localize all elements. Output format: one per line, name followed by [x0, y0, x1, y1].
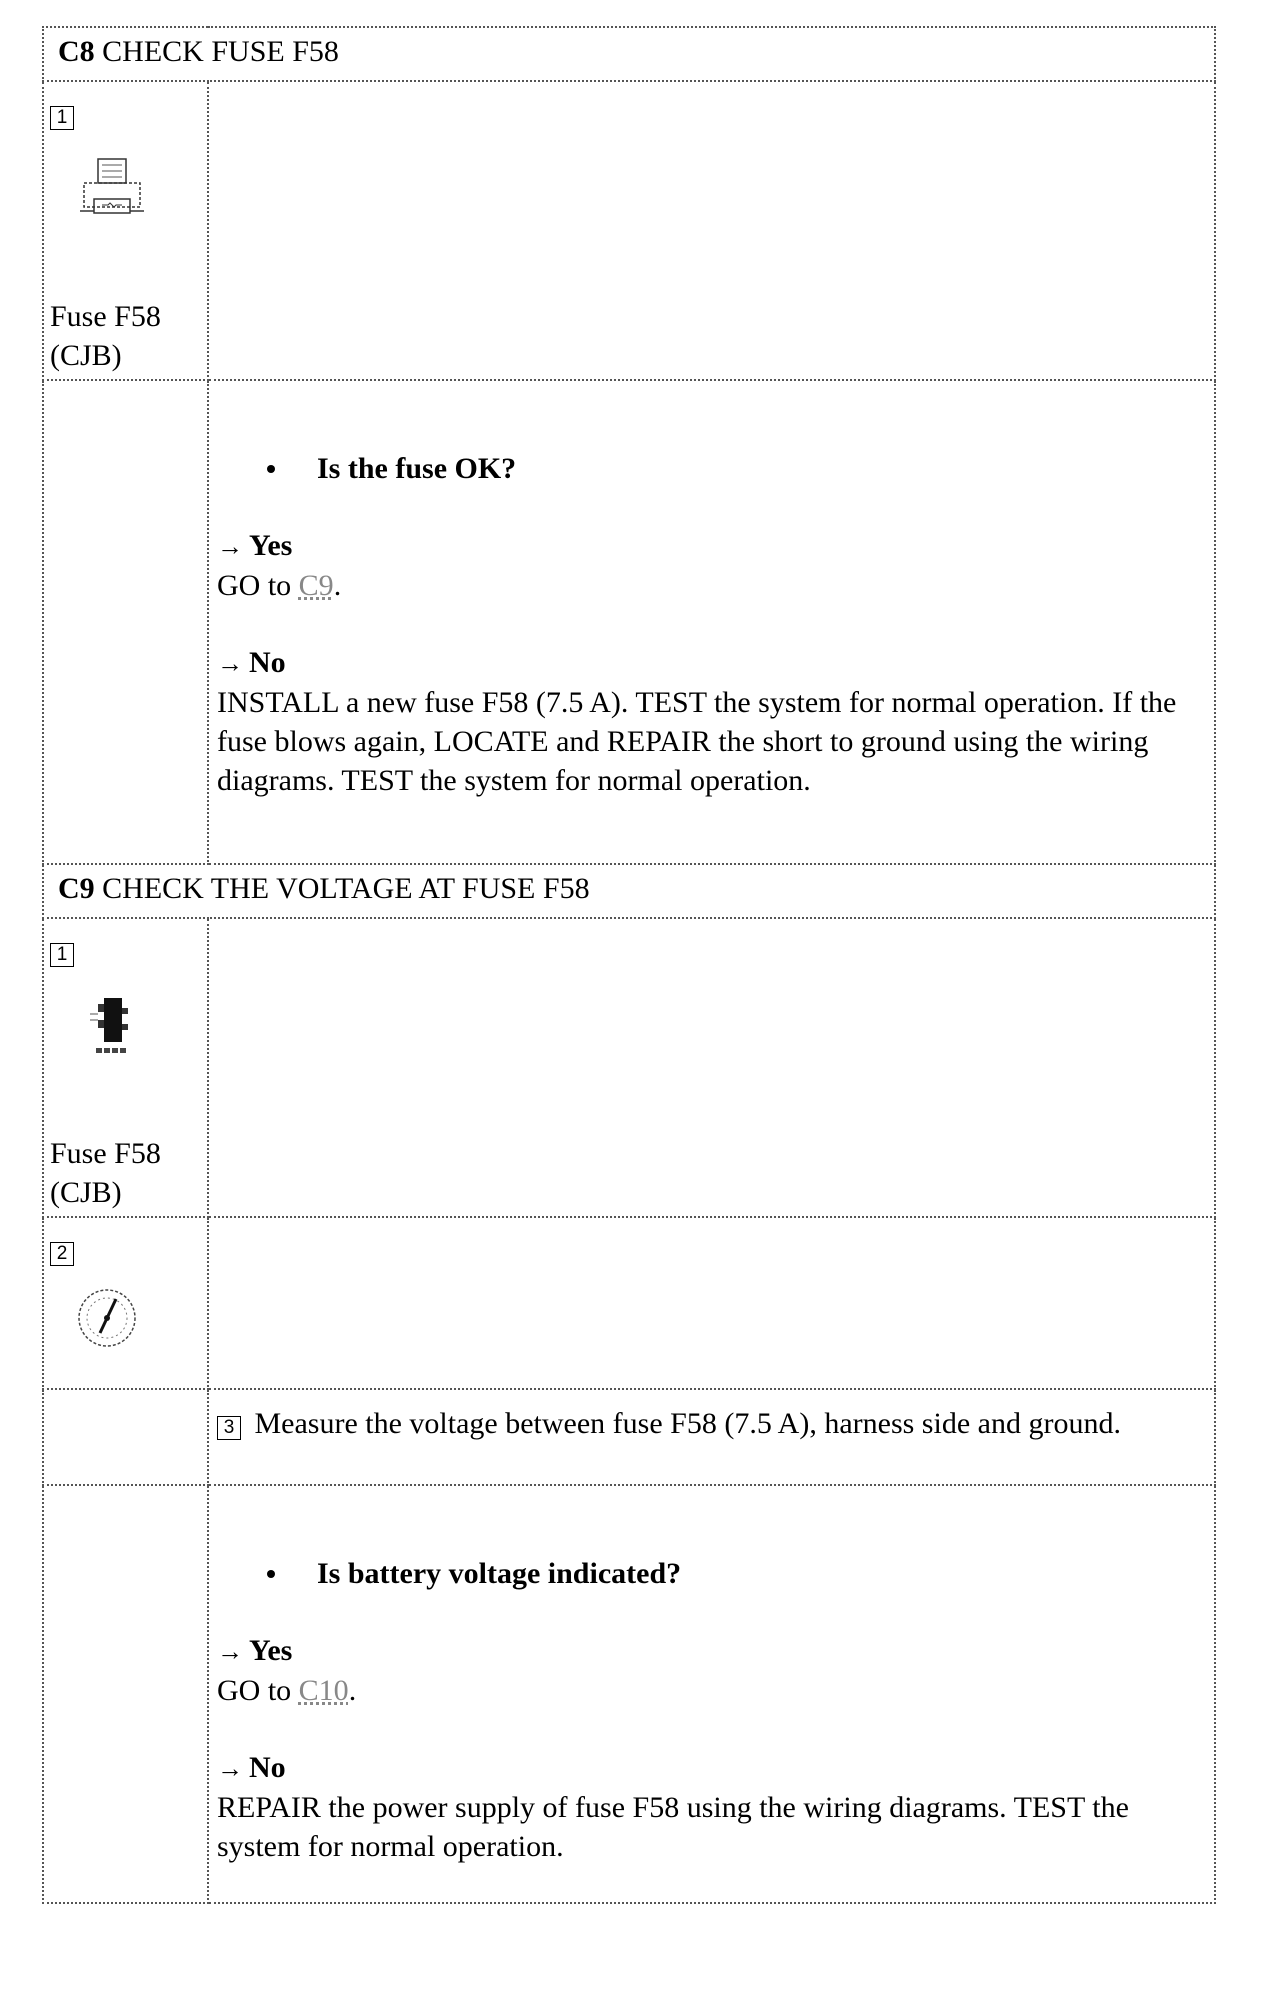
multimeter-dial-icon	[72, 1283, 162, 1373]
c8-yes-suffix: .	[333, 569, 342, 602]
c8-question-cell	[208, 380, 1215, 864]
c8-question-left	[43, 380, 208, 864]
c8-question-text: Is the fuse OK?	[317, 452, 517, 485]
c9-step-id: C9	[58, 872, 95, 905]
c8-location-line1: Fuse F58	[50, 300, 161, 333]
c8-step1-left	[43, 81, 208, 380]
c8-question-row	[43, 380, 1215, 864]
c9-yes-suffix: .	[348, 1674, 357, 1707]
diagnostic-document	[42, 26, 1214, 1904]
c9-step-title: CHECK THE VOLTAGE AT FUSE F58	[102, 872, 590, 905]
c8-step-title: CHECK FUSE F58	[102, 35, 339, 68]
bullet-icon	[267, 465, 275, 473]
c8-yes-label: Yes	[249, 529, 293, 562]
c9-question	[267, 1554, 1204, 1593]
c9-location-line1: Fuse F58	[50, 1137, 161, 1170]
c9-no-text: REPAIR the power supply of fuse F58 using the wiring diagrams. TEST the system for normal operation.	[217, 1791, 1129, 1863]
c9-yes-answer	[217, 1631, 1204, 1710]
c8-no-text: INSTALL a new fuse F58 (7.5 A). TEST the system for normal operation. If the fuse blows again, LOCATE and REPAIR the short to ground using the wiring diagrams. TEST the system for normal operation.	[217, 686, 1177, 797]
c9-step1-left	[43, 918, 208, 1217]
c8-step1-row	[43, 81, 1215, 380]
bullet-icon	[267, 1570, 275, 1578]
c9-yes-prefix: GO to	[217, 1674, 292, 1707]
c9-step1-location	[50, 1134, 203, 1212]
c9-step3-left	[43, 1389, 208, 1485]
fuse-connector-icon	[72, 990, 162, 1080]
right-arrow-icon: →	[217, 1754, 243, 1783]
c9-step3-row	[43, 1389, 1215, 1485]
c9-no-answer	[217, 1748, 1204, 1866]
c8-yes-answer	[217, 526, 1204, 605]
c9-header	[43, 864, 1215, 918]
c9-yes-label: Yes	[249, 1634, 293, 1667]
c8-step-id: C8	[58, 35, 95, 68]
c9-question-cell	[208, 1485, 1215, 1903]
c9-step2-number: 2	[50, 1242, 74, 1266]
c9-location-line2: (CJB)	[50, 1176, 122, 1209]
right-arrow-icon: →	[217, 649, 243, 678]
c9-question-left	[43, 1485, 208, 1903]
right-arrow-icon: →	[217, 1637, 243, 1666]
diagnostic-steps-table	[42, 26, 1216, 1904]
c8-header-row	[43, 27, 1215, 81]
c8-question	[267, 449, 1204, 488]
c9-question-text: Is battery voltage indicated?	[317, 1557, 682, 1590]
c8-step1-number: 1	[50, 106, 74, 130]
c9-no-label: No	[249, 1751, 286, 1784]
c8-step1-content	[208, 81, 1215, 380]
c9-step3-text: Measure the voltage between fuse F58 (7.5 A), harness side and ground.	[254, 1407, 1121, 1440]
c9-question-row	[43, 1485, 1215, 1903]
right-arrow-icon: →	[217, 532, 243, 561]
c9-step1-row	[43, 918, 1215, 1217]
c8-header	[43, 27, 1215, 81]
c9-step2-left	[43, 1217, 208, 1389]
c9-step3-cell	[208, 1389, 1215, 1485]
c9-goto-c10-link[interactable]: C10	[298, 1674, 349, 1707]
c9-step2-row	[43, 1217, 1215, 1389]
c9-step1-content	[208, 918, 1215, 1217]
c8-step1-location	[50, 297, 203, 375]
c8-no-answer	[217, 643, 1204, 800]
c9-header-row	[43, 864, 1215, 918]
c9-step2-content	[208, 1217, 1215, 1389]
c9-step1-number: 1	[50, 943, 74, 967]
c9-step3-number: 3	[217, 1416, 241, 1440]
c8-goto-c9-link[interactable]: C9	[298, 569, 334, 602]
fuse-box-icon	[72, 153, 162, 243]
c8-yes-prefix: GO to	[217, 569, 292, 602]
c8-location-line2: (CJB)	[50, 339, 122, 372]
c8-no-label: No	[249, 646, 286, 679]
